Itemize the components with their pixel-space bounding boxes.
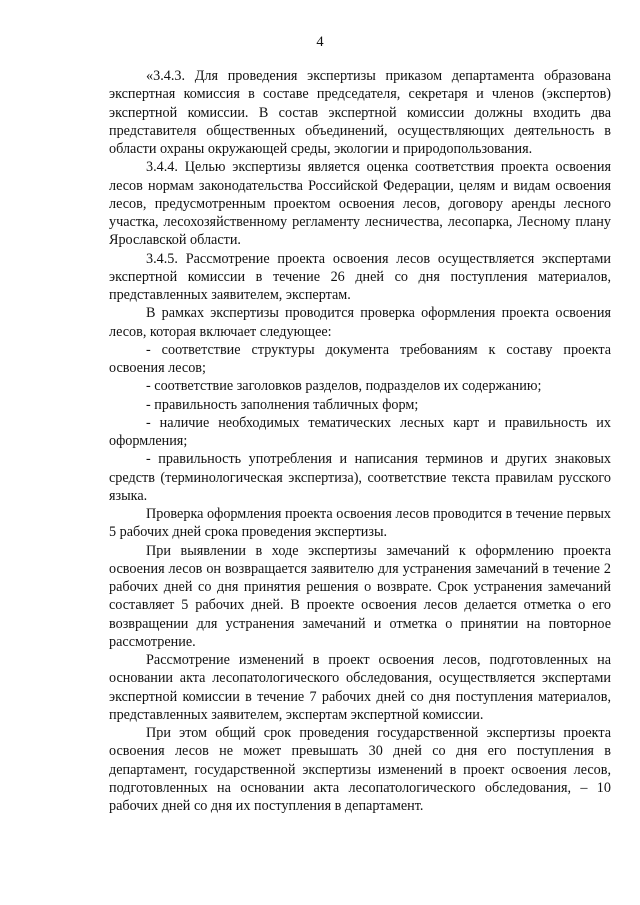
page-number: 4 [316,34,324,50]
paragraph-changes-review: Рассмотрение изменений в проект освоения лесов, подготовленных на основании акта лесопатологического обследования, осуществляется экспертами экспертной комиссии в течение 7 рабочих дней со дня поступления материалов, представленных заявителем, экспертам экспертной комиссии. [109,652,611,723]
list-item: - соответствие структуры документа требованиям к составу проекта освоения лесов; [109,341,611,376]
paragraph-3-4-4: 3.4.4. Целью экспертизы является оценка соответствия проекта освоения лесов нормам законодательства Российской Федерации, целям и видам освоения лесов, предусмотренным проектом освоения лесов, договору аренды лесного участка, лесохозяйственному регламенту лесничества, лесопарка, Лесному плану Ярославской области. [109,159,611,249]
list-item: - правильность употребления и написания терминов и других знаковых средств (терминологическая экспертиза), соответствие текста правилам русского языка. [109,451,611,504]
list-item: - соответствие заголовков разделов, подразделов их содержанию; [146,378,542,395]
paragraph-3-4-5: 3.4.5. Рассмотрение проекта освоения лесов осуществляется экспертами экспертной комиссии в течение 26 дней со дня поступления материалов, представленных заявителем, экспертам. [109,250,611,303]
paragraph-remarks: При выявлении в ходе экспертизы замечаний к оформлению проекта освоения лесов он возвращается заявителю для устранения замечаний в течение 2 рабочих дней со дня принятия решения о возврате. Срок устранения замечаний составляет 5 рабочих дней. В проекте освоения лесов делается отметка о его возвращении для устранения замечаний и отметка о принятии на повторное рассмотрение. [109,542,611,650]
list-item: - наличие необходимых тематических лесных карт и правильность их оформления; [109,414,611,449]
document-body [109,67,611,815]
paragraph-3-4-3: «3.4.3. Для проведения экспертизы приказом департамента образована экспертная комиссия в составе председателя, секретаря и членов (экспертов) экспертной комиссии. В состав экспертной комиссии должны входить два представителя общественных объединений, осуществляющих деятельность в области охраны окружающей среды, экологии и природопользования. [109,68,611,157]
paragraph-total-term: При этом общий срок проведения государственной экспертизы проекта освоения лесов не может превышать 30 дней со дня его поступления в департамент, государственной экспертизы изменений в проект освоения лесов, подготовленных на основании акта лесопатологического обследования, – 10 рабочих дней со дня их поступления в департамент. [109,725,611,814]
list-item: - правильность заполнения табличных форм; [146,396,419,413]
paragraph-check-term: Проверка оформления проекта освоения лесов проводится в течение первых 5 рабочих дней срока проведения экспертизы. [109,506,611,541]
paragraph-check-intro: В рамках экспертизы проводится проверка оформления проекта освоения лесов, которая включает следующее: [109,305,611,340]
